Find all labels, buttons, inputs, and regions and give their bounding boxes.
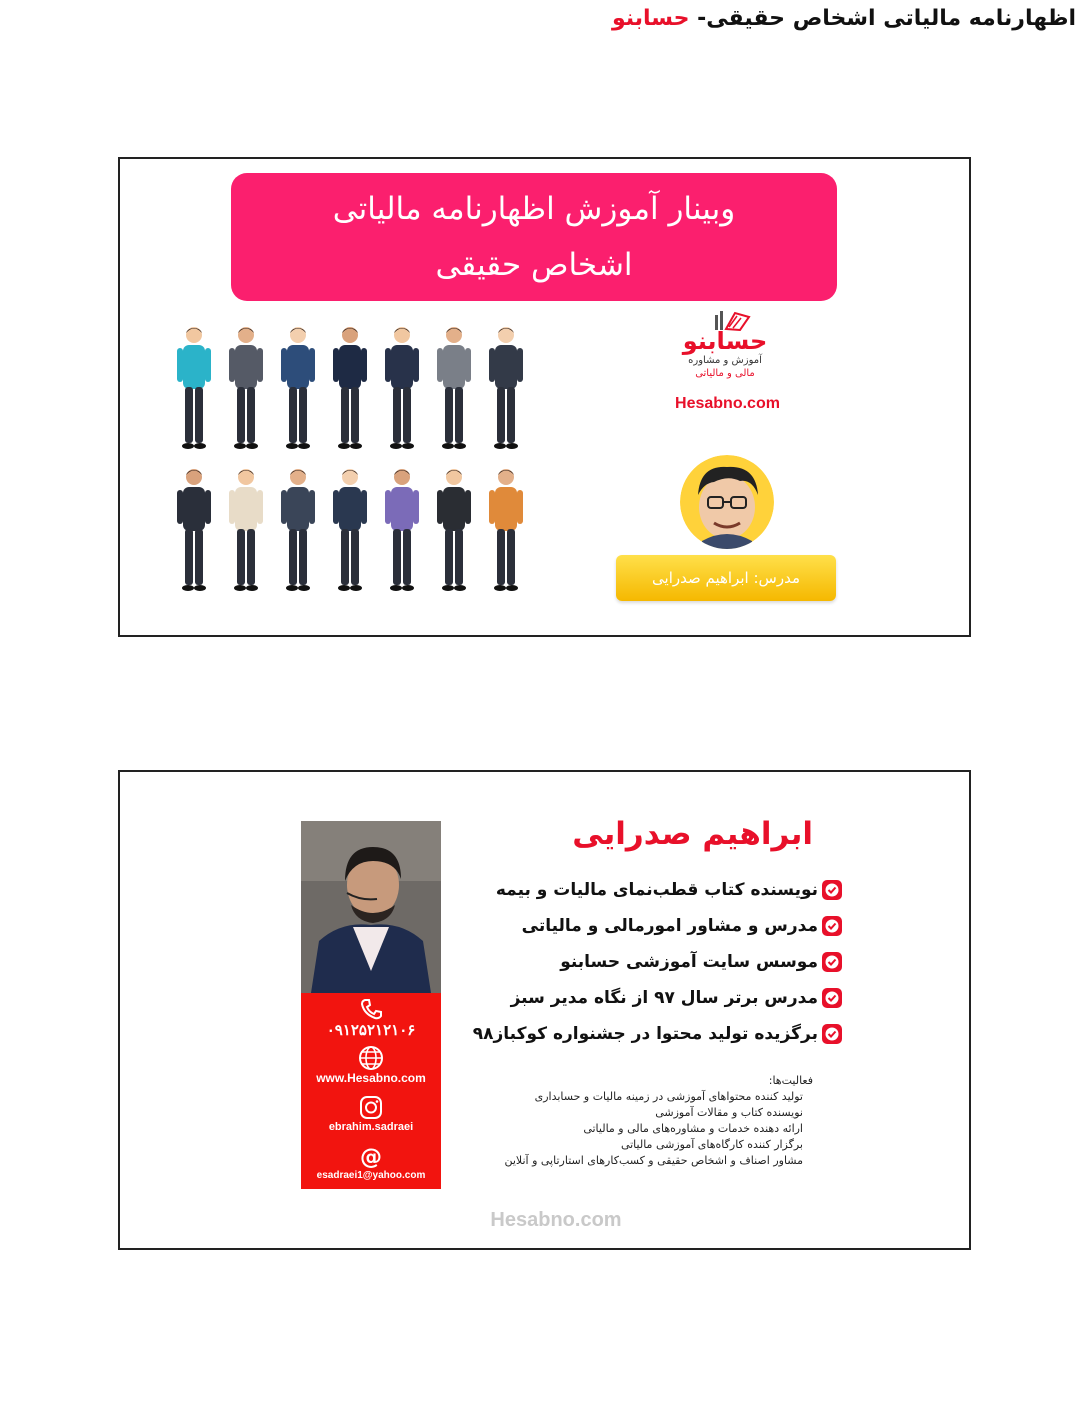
logo-tagline-1: آموزش و مشاوره (688, 355, 762, 366)
achievement-item (423, 944, 843, 980)
achievement-text: مدرس و مشاور امورمالی و مالیاتی (521, 916, 818, 936)
contact-panel (301, 993, 441, 1189)
activity-item: برگزار کننده کارگاه‌های آموزشی مالیاتی (620, 1138, 803, 1151)
contact-phone: ۰۹۱۲۵۲۱۲۱۰۶ (326, 1022, 416, 1039)
achievement-text: برگزیده تولید محتوا در جشنواره کوکباز۹۸ (472, 1024, 818, 1044)
achievement-text: نویسنده کتاب قطب‌نمای مالیات و بیمه (495, 880, 818, 900)
person-figure (276, 466, 320, 594)
contact-instagram: ebrahim.sadraei (328, 1121, 414, 1133)
activity-item: نویسنده کتاب و مقالات آموزشی (655, 1106, 803, 1119)
website-label: Hesabno.com (675, 395, 780, 412)
title-banner (231, 173, 837, 301)
slide-instructor-bio (118, 770, 971, 1250)
person-figure (172, 324, 216, 452)
footer-website-label: Hesabno.com (490, 1209, 622, 1231)
activity-item: تولید کننده محتواهای آموزشی در زمینه مالیات و حسابداری (534, 1090, 803, 1103)
check-badge-icon (821, 951, 843, 973)
check-badge-icon (821, 915, 843, 937)
person-figure (224, 324, 268, 452)
activities-title: فعالیت‌ها: (768, 1074, 813, 1087)
instagram-icon (357, 1095, 385, 1121)
person-figure (328, 324, 372, 452)
achievement-text: موسس سایت آموزشی حسابنو (560, 952, 818, 972)
globe-icon (357, 1045, 385, 1071)
logo-wordmark: حسابنو (682, 327, 768, 355)
instructor-name-heading: ابراهیم صدرایی (572, 816, 813, 852)
person-figure (224, 466, 268, 594)
achievement-item (423, 980, 843, 1016)
check-badge-icon (821, 987, 843, 1009)
achievement-item (423, 872, 843, 908)
person-figure (328, 466, 372, 594)
phone-icon (357, 996, 385, 1022)
instructor-bar: مدرس: ابراهیم صدرایی (616, 555, 836, 601)
activities-list (453, 1089, 813, 1169)
person-figure (380, 466, 424, 594)
person-figure (380, 324, 424, 452)
achievements-list (423, 872, 843, 1052)
check-badge-icon (821, 879, 843, 901)
activities-section (453, 1073, 813, 1169)
page-header-title: اظهارنامه مالیاتی اشخاص حقیقی- (689, 6, 1076, 31)
hesabno-logo (675, 309, 775, 389)
person-figure (432, 466, 476, 594)
business-people-illustration (168, 324, 540, 596)
person-figure (276, 324, 320, 452)
achievement-item (423, 1016, 843, 1052)
logo-tagline-2: مالی و مالیاتی (695, 368, 755, 379)
contact-email: esadraei1@yahoo.com (316, 1170, 426, 1181)
instructor-photo (301, 821, 441, 993)
at-sign-icon (357, 1143, 385, 1169)
person-figure (432, 324, 476, 452)
svg-text:@: @ (360, 1145, 382, 1169)
instructor-cartoon-avatar (680, 455, 774, 549)
check-badge-icon (821, 1023, 843, 1045)
slide-webinar-title (118, 157, 971, 637)
activity-item: ارائه دهنده خدمات و مشاوره‌های مالی و مالیاتی (583, 1122, 803, 1135)
title-line-1: وبینار آموزش اظهارنامه مالیاتی (332, 191, 736, 227)
contact-website: www.Hesabno.com (316, 1071, 426, 1085)
achievement-text: مدرس برتر سال ۹۷ از نگاه مدیر سبز (510, 988, 818, 1008)
activity-item: مشاور اصناف و اشخاص حقیقی و کسب‌کارهای استارتاپی و آنلاین (504, 1154, 803, 1167)
page-header (612, 6, 1076, 31)
page-header-brand: حسابنو (611, 6, 690, 31)
person-figure (484, 324, 528, 452)
title-line-2: اشخاص حقیقی (435, 247, 633, 283)
person-figure (484, 466, 528, 594)
achievement-item (423, 908, 843, 944)
person-figure (172, 466, 216, 594)
